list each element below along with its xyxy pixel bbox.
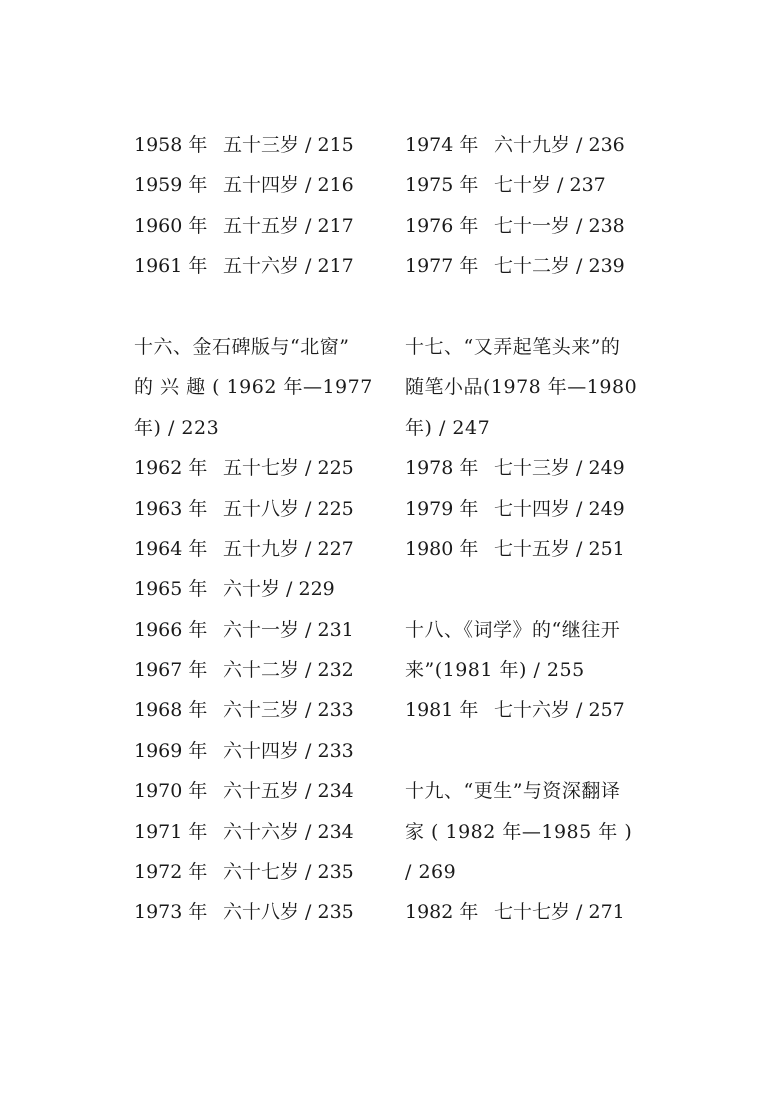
entry-year: 1966 年 [134, 618, 208, 641]
entry-year: 1967 年 [134, 659, 208, 682]
year-entry [134, 529, 374, 569]
year-entry [405, 529, 645, 569]
entry-year: 1965 年 [134, 578, 208, 601]
year-entry [405, 892, 645, 932]
entry-age-page: 七十四岁 / 249 [494, 497, 625, 520]
chapter-heading-line: 的 兴 趣 ( 1962 年—1977 [134, 376, 373, 399]
entry-age-page: 六十一岁 / 231 [223, 618, 354, 641]
chapter-heading-line: / 269 [405, 861, 457, 884]
entry-year: 1975 年 [405, 174, 479, 197]
entry-year: 1959 年 [134, 174, 208, 197]
chapter-heading-line: 来”(1981 年) / 255 [405, 659, 585, 682]
year-entry [134, 246, 374, 286]
chapter-heading-line: 十七、“又弄起笔头来”的 [405, 335, 621, 358]
entry-age-page: 五十四岁 / 216 [223, 174, 354, 197]
chapter-heading-line: 年) / 247 [405, 416, 491, 439]
entry-year: 1980 年 [405, 537, 479, 560]
entry-year: 1974 年 [405, 134, 479, 156]
year-entry [134, 610, 374, 650]
entry-age-page: 五十九岁 / 227 [223, 537, 354, 560]
entry-year: 1960 年 [134, 214, 208, 237]
section-spacer [134, 287, 374, 327]
year-entry [134, 569, 374, 609]
entry-age-page: 六十七岁 / 235 [223, 861, 354, 884]
year-entry [405, 448, 645, 488]
entry-year: 1982 年 [405, 901, 479, 924]
entry-year: 1962 年 [134, 457, 208, 480]
section-spacer [405, 287, 645, 327]
entry-year: 1973 年 [134, 901, 208, 924]
chapter-heading-line: 家 ( 1982 年—1985 年 ) [405, 820, 633, 843]
entry-age-page: 六十三岁 / 233 [223, 699, 354, 722]
chapter-heading-line: 十九、“更生”与资深翻译 [405, 780, 621, 803]
entry-year: 1969 年 [134, 739, 208, 762]
entry-age-page: 六十四岁 / 233 [223, 739, 354, 762]
entry-age-page: 五十六岁 / 217 [223, 255, 354, 278]
toc-left-column [134, 125, 374, 933]
entry-age-page: 五十五岁 / 217 [223, 214, 354, 237]
entry-year: 1976 年 [405, 214, 479, 237]
entry-year: 1970 年 [134, 780, 208, 803]
chapter-heading-line: 十六、金石碑版与“北窗” [134, 335, 350, 358]
section-spacer [405, 569, 645, 609]
entry-age-page: 七十七岁 / 271 [494, 901, 625, 924]
section-spacer [405, 731, 645, 771]
entry-age-page: 六十二岁 / 232 [223, 659, 354, 682]
year-entry [134, 448, 374, 488]
entry-age-page: 六十八岁 / 235 [223, 901, 354, 924]
entry-age-page: 六十岁 / 229 [223, 578, 335, 601]
entry-age-page: 七十五岁 / 251 [494, 537, 625, 560]
entry-year: 1977 年 [405, 255, 479, 278]
year-entry [134, 125, 374, 165]
year-entry [134, 731, 374, 771]
year-entry [405, 489, 645, 529]
year-entry [134, 852, 374, 892]
year-entry [405, 690, 645, 730]
entry-year: 1981 年 [405, 699, 479, 722]
entry-age-page: 五十七岁 / 225 [223, 457, 354, 480]
entry-year: 1978 年 [405, 457, 479, 480]
entry-age-page: 七十三岁 / 249 [494, 457, 625, 480]
entry-year: 1968 年 [134, 699, 208, 722]
entry-year: 1971 年 [134, 820, 208, 843]
entry-year: 1961 年 [134, 255, 208, 278]
entry-year: 1964 年 [134, 537, 208, 560]
chapter-heading-line: 随笔小品(1978 年—1980 [405, 376, 638, 399]
entry-age-page: 七十一岁 / 238 [494, 214, 625, 237]
entry-age-page: 五十三岁 / 215 [223, 134, 354, 156]
year-entry [405, 125, 645, 165]
year-entry [134, 771, 374, 811]
year-entry [405, 165, 645, 205]
year-entry [134, 165, 374, 205]
entry-age-page: 七十岁 / 237 [494, 174, 606, 197]
year-entry [134, 892, 374, 932]
entry-age-page: 五十八岁 / 225 [223, 497, 354, 520]
year-entry [405, 246, 645, 286]
year-entry [134, 690, 374, 730]
entry-year: 1979 年 [405, 497, 479, 520]
year-entry [134, 812, 374, 852]
year-entry [134, 206, 374, 246]
chapter-heading-line: 年) / 223 [134, 416, 220, 439]
year-entry [134, 489, 374, 529]
entry-year: 1972 年 [134, 861, 208, 884]
chapter-heading-line: 十八、《词学》的“继往开 [405, 618, 621, 641]
entry-age-page: 七十六岁 / 257 [494, 699, 625, 722]
entry-age-page: 七十二岁 / 239 [494, 255, 625, 278]
year-entry [134, 650, 374, 690]
entry-year: 1963 年 [134, 497, 208, 520]
entry-age-page: 六十五岁 / 234 [223, 780, 354, 803]
year-entry [405, 206, 645, 246]
entry-age-page: 六十六岁 / 234 [223, 820, 354, 843]
entry-age-page: 六十九岁 / 236 [494, 134, 625, 156]
entry-year: 1958 年 [134, 134, 208, 156]
toc-right-column [405, 125, 645, 933]
